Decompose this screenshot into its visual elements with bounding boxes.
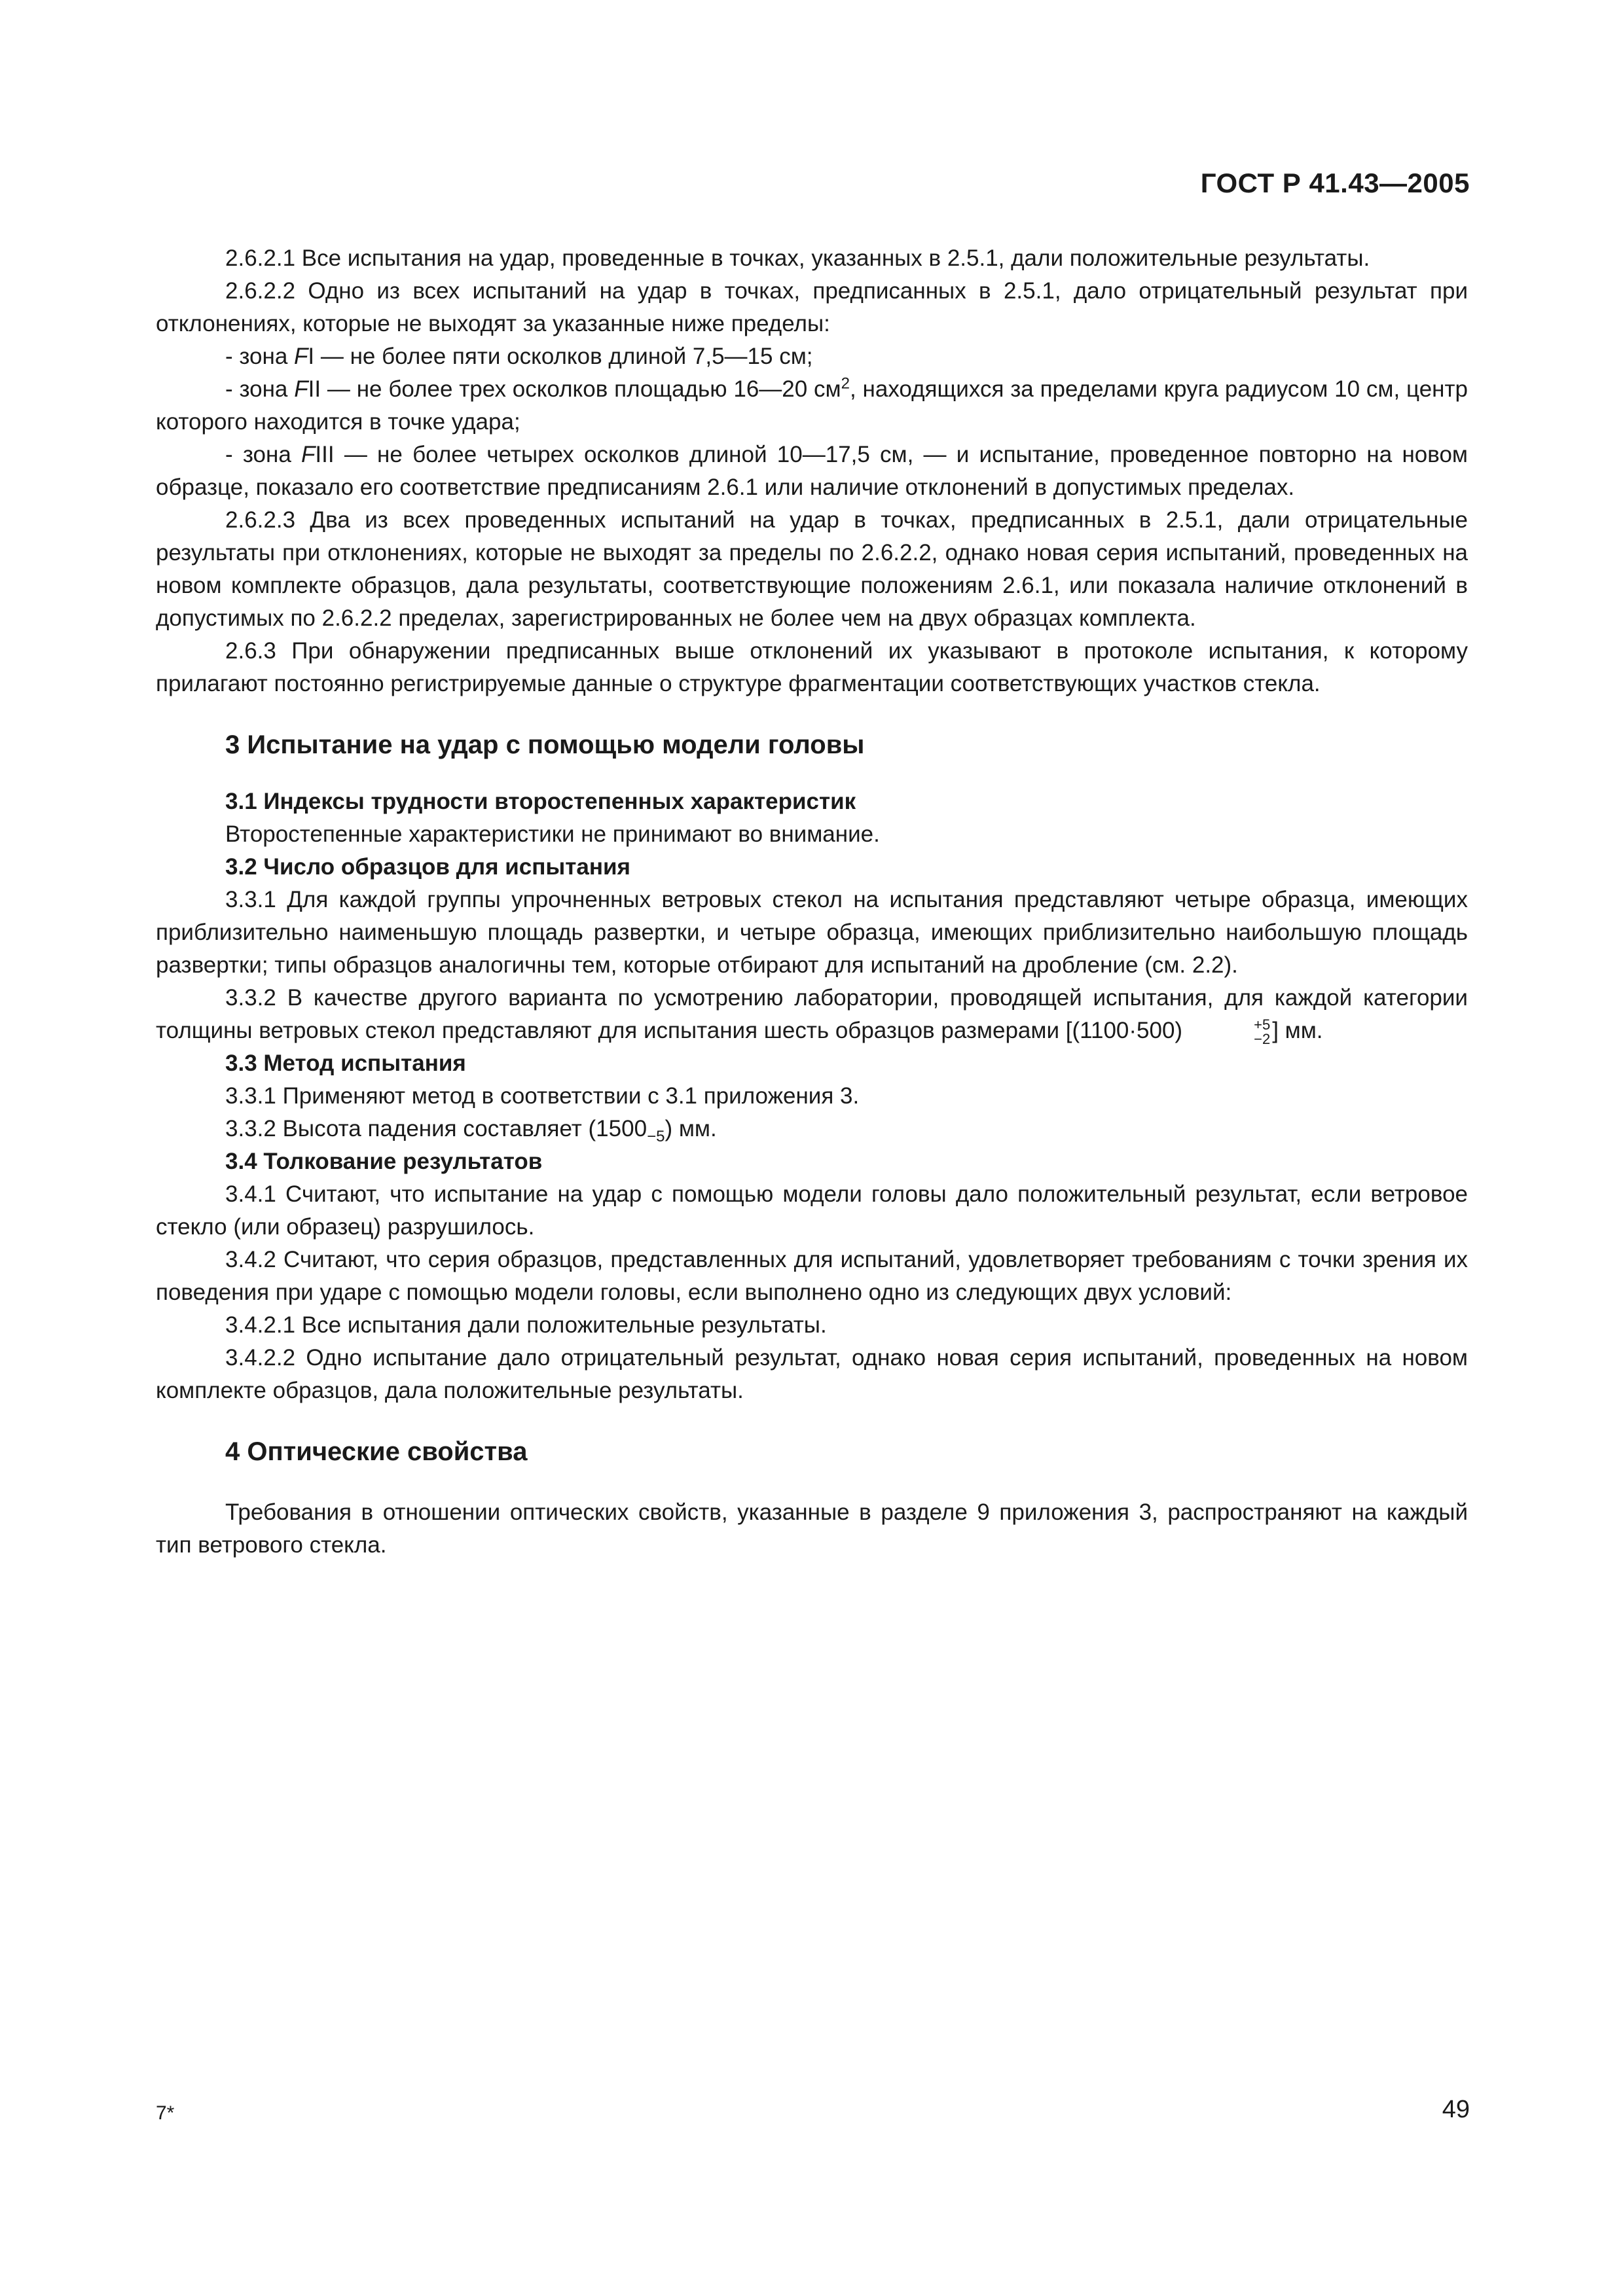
zone-f2-prefix: - зона	[225, 376, 295, 402]
paragraph-2-6-2-1: 2.6.2.1 Все испытания на удар, проведенные в точках, указанных в 2.5.1, дали положительные результаты.	[225, 245, 1370, 271]
zone-f2-item	[156, 373, 1468, 439]
paragraph-3-3-2-b-tail: ) мм.	[665, 1116, 717, 1141]
footer-sheet-mark: 7*	[156, 2102, 175, 2124]
paragraph-2-6-3: 2.6.3 При обнаружении предписанных выше отклонений их указывают в протоколе испытания, к которому прилагают постоянно регистрируемые данные о структуре фрагментации соответствующих участков стекла.	[156, 638, 1468, 696]
paragraph-3-3-2-b	[156, 1113, 1468, 1145]
paragraph-3-4-2-2: 3.4.2.2 Одно испытание дало отрицательный результат, однако новая серия испытаний, проведенных на новом комплекте образцов, дала положительные результаты.	[156, 1345, 1468, 1403]
paragraph-3-4-2: 3.4.2 Считают, что серия образцов, представленных для испытаний, удовлетворяет требованиям с точки зрения их поведения при ударе с помощью модели головы, если выполнено одно из следующих двух условий:	[156, 1247, 1468, 1305]
zone-f2-tail: , находящихся за пределами круга радиусом 10 см, центр которого находится в точке удара;	[156, 376, 1468, 435]
subsection-3-1-heading: 3.1 Индексы трудности второстепенных характеристик	[225, 789, 856, 814]
paragraph-2-6-2-3: 2.6.2.3 Два из всех проведенных испытаний на удар в точках, предписанных в 2.5.1, дали отрицательные результаты при отклонениях, которые не выходят за пределы по 2.6.2.2, однако новая серия испытаний, проведенных на новом комплекте образцов, дала результаты, соответствующие положениям 2.6.1, или показала наличие отклонений в допустимых по 2.6.2.2 пределах, зарегистрированных не более чем на двух образцах комплекта.	[156, 507, 1468, 631]
paragraph-3-3-2-a	[156, 982, 1468, 1047]
zone-f3-text: III — не более четырех осколков длиной 10—17,5 см, — и испытание, проведенное повторно на новом образце, показало его соответствие предписаниям 2.6.1 или наличие отклонений в допустимых пределах.	[156, 442, 1468, 500]
tolerance-lower: −2	[1254, 1030, 1271, 1047]
paragraph-3-4-2-1: 3.4.2.1 Все испытания дали положительные результаты.	[225, 1312, 827, 1338]
section-4-heading: 4 Оптические свойства	[225, 1437, 528, 1466]
zone-f3-prefix: - зона	[225, 442, 302, 467]
zone-f1-text: I — не более пяти осколков длиной 7,5—15 см;	[308, 344, 813, 369]
subsection-3-3-heading: 3.3 Метод испытания	[225, 1050, 466, 1076]
paragraph-3-3-2-a-tail: ] мм.	[1272, 1018, 1323, 1043]
page-number: 49	[1442, 2096, 1470, 2123]
subsection-3-4-heading: 3.4 Толкование результатов	[225, 1149, 543, 1174]
zone-f1-prefix: - зона	[225, 344, 295, 369]
dimension-tolerance	[1184, 1018, 1270, 1047]
section-3-heading: 3 Испытание на удар с помощью модели головы	[225, 730, 865, 759]
zone-f1-letter: F	[294, 344, 308, 369]
zone-f3-item	[156, 439, 1468, 504]
paragraph-3-4-1: 3.4.1 Считают, что испытание на удар с помощью модели головы дало положительный результат, если ветровое стекло (или образец) разрушилось.	[156, 1181, 1468, 1240]
paragraph-3-3-1-b: 3.3.1 Применяют метод в соответствии с 3.1 приложения 3.	[225, 1083, 860, 1109]
paragraph-3-3-2-b-text: 3.3.2 Высота падения составляет (1500	[225, 1116, 647, 1141]
document-body	[156, 242, 1468, 1562]
paragraph-3-3-1-a: 3.3.1 Для каждой группы упрочненных ветровых стекол на испытания представляют четыре образца, имеющих приблизительно наименьшую площадь развертки, и четыре образца, имеющих приблизительно наибольшую площадь развертки; типы образцов аналогичны тем, которые отбирают для испытаний на дробление (см. 2.2).	[156, 887, 1468, 978]
paragraph-4: Требования в отношении оптических свойств, указанные в разделе 9 приложения 3, распространяют на каждый тип ветрового стекла.	[156, 1499, 1468, 1558]
zone-f1-item	[156, 340, 1468, 373]
paragraph-3-3-2-a-text: 3.3.2 В качестве другого варианта по усмотрению лаборатории, проводящей испытания, для каждой категории толщины ветровых стекол представляют для испытания шесть образцов размерами [(1100·500)	[156, 985, 1468, 1043]
zone-f2-superscript: 2	[841, 374, 850, 393]
subsection-3-2-heading: 3.2 Число образцов для испытания	[225, 854, 630, 880]
zone-f3-letter: F	[301, 442, 316, 467]
paragraph-3-1: Второстепенные характеристики не принимают во внимание.	[225, 821, 880, 847]
tolerance-upper: +5	[1254, 1016, 1271, 1033]
height-tolerance-subscript: −5	[647, 1128, 665, 1145]
zone-f2-letter: F	[294, 376, 308, 402]
zone-f2-text: II — не более трех осколков площадью 16—20 см	[308, 376, 841, 402]
paragraph-2-6-2-2: 2.6.2.2 Одно из всех испытаний на удар в точках, предписанных в 2.5.1, дало отрицательный результат при отклонениях, которые не выходят за указанные ниже пределы:	[156, 278, 1468, 336]
document-id-header: ГОСТ Р 41.43—2005	[1200, 168, 1470, 198]
